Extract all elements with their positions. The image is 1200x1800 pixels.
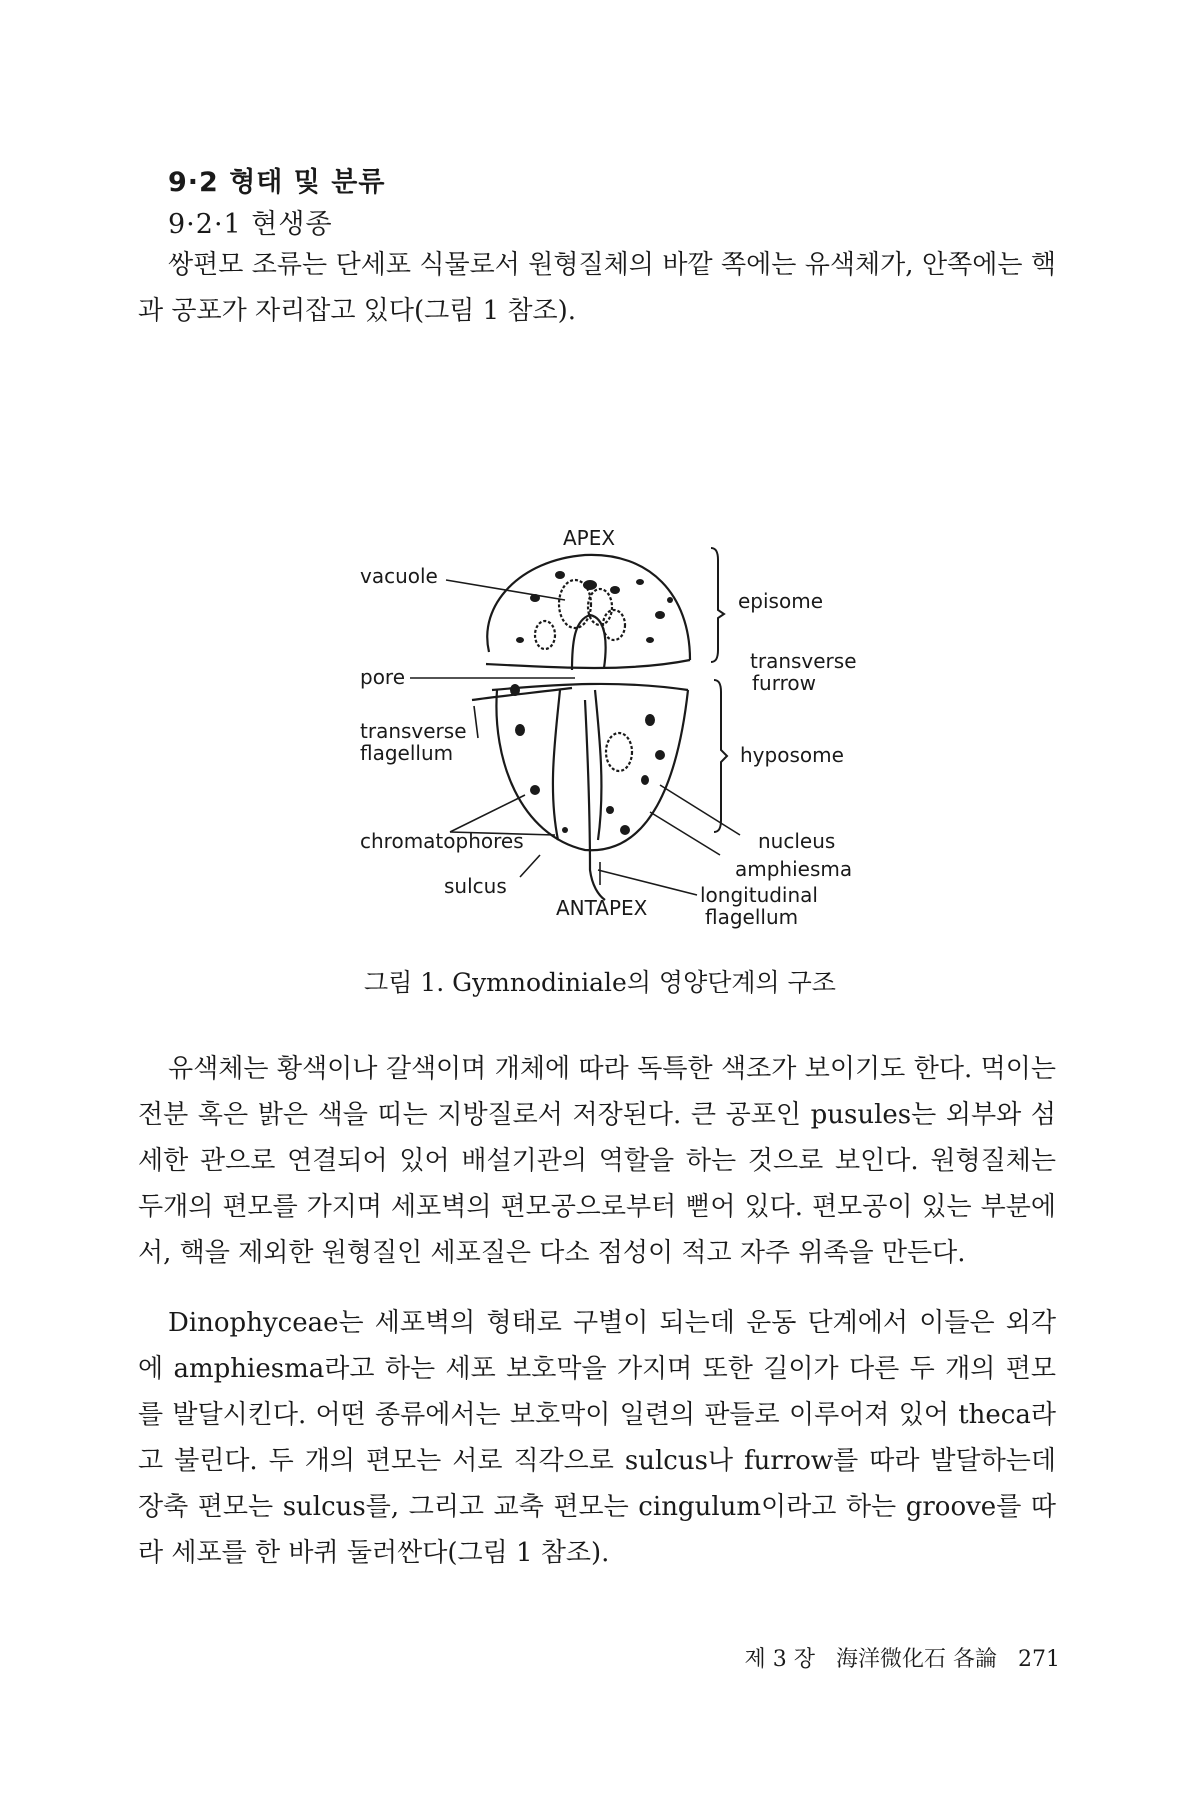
transverse-flagellum-path <box>472 688 572 700</box>
episome-bracket <box>711 548 724 662</box>
amphiesma-leader <box>650 812 720 855</box>
label-amphiesma: amphiesma <box>735 857 853 881</box>
nucleus-shape <box>606 733 632 771</box>
nucleus-leader <box>660 785 740 835</box>
label-chromatophores: chromatophores <box>360 829 524 853</box>
pore-arch <box>572 615 606 670</box>
furrow-lower <box>492 684 688 690</box>
hyposome-outline <box>496 690 688 850</box>
section-heading: 9·2 형태 및 분류 <box>168 167 386 198</box>
label-episome: episome <box>738 589 823 613</box>
footer-title: 海洋微化石 各論 <box>836 1647 997 1672</box>
body-paragraph-2: Dinophyceae는 세포벽의 형태로 구별이 되는데 운동 단계에서 이들은 외각에 amphiesma라고 하는 세포 보호막을 가지며 또한 길이가 다른 두 개의 편모를 발달시킨다. 어떤 종류에서는 보호막이 일련의 판들로 이루어져 있어 theca라고 불린다. 두 개의 편모는 서로 직각으로 sulcus나 furrow를 따라 발달하는데 장축 편모는 sulcus를, 그리고 교축 편모는 cingulum이라고 하는 groove를 따라 세포를 한 바퀴 둘러싼다(그림 1 참조). <box>138 1308 1056 1568</box>
longitudinal-flagellum-leader <box>598 870 697 895</box>
chromatophores-leader-1 <box>450 795 525 832</box>
label-pore: pore <box>360 665 406 689</box>
label-transverse-flagellum-2: flagellum <box>360 741 454 765</box>
label-nucleus: nucleus <box>758 829 836 853</box>
label-apex: APEX <box>563 526 616 550</box>
body-paragraph-1: 유색체는 황색이나 갈색이며 개체에 따라 독특한 색조가 보이기도 한다. 먹이는 전분 혹은 밝은 색을 띠는 지방질로서 저장된다. 큰 공포인 pusules는 외부와 섬세한 관으로 연결되어 있어 배설기관의 역할을 하는 것으로 보인다. 원형질체는 두개의 편모를 가지며 세포벽의 편모공으로부터 뻗어 있다. 편모공이 있는 부분에서, 핵을 제외한 원형질인 세포질은 다소 점성이 적고 자주 위족을 만든다. <box>138 1054 1056 1268</box>
label-transverse-furrow-2: furrow <box>752 671 816 695</box>
label-antapex: ANTAPEX <box>556 896 648 920</box>
label-transverse-furrow-1: transverse <box>750 649 857 673</box>
footer-chapter: 제 3 장 <box>744 1647 815 1672</box>
sulcus-leader <box>520 855 540 877</box>
label-hyposome: hyposome <box>740 743 844 767</box>
label-longitudinal-flagellum-2: flagellum <box>705 905 799 929</box>
label-sulcus: sulcus <box>444 874 507 898</box>
transverse-flagellum-leader <box>474 706 478 738</box>
label-vacuole: vacuole <box>360 564 438 588</box>
label-longitudinal-flagellum-1: longitudinal <box>700 883 818 907</box>
page-number: 271 <box>1018 1647 1060 1672</box>
figure-caption: 그림 1. Gymnodiniale의 영양단계의 구조 <box>364 968 836 997</box>
vacuole-leader <box>446 580 565 600</box>
sulcus-line-right <box>595 690 601 840</box>
furrow-upper <box>486 660 690 668</box>
intro-paragraph: 쌍편모 조류는 단세포 식물로서 원형질체의 바깥 쪽에는 유색체가, 안쪽에는 핵과 공포가 자리잡고 있다(그림 1 참조). <box>138 250 1056 326</box>
hyposome-bracket <box>714 680 727 832</box>
subsection-heading: 9·2·1 현생종 <box>168 209 333 240</box>
page-footer <box>731 1642 1061 1673</box>
sulcus-line-left <box>553 690 560 840</box>
label-transverse-flagellum-1: transverse <box>360 719 467 743</box>
